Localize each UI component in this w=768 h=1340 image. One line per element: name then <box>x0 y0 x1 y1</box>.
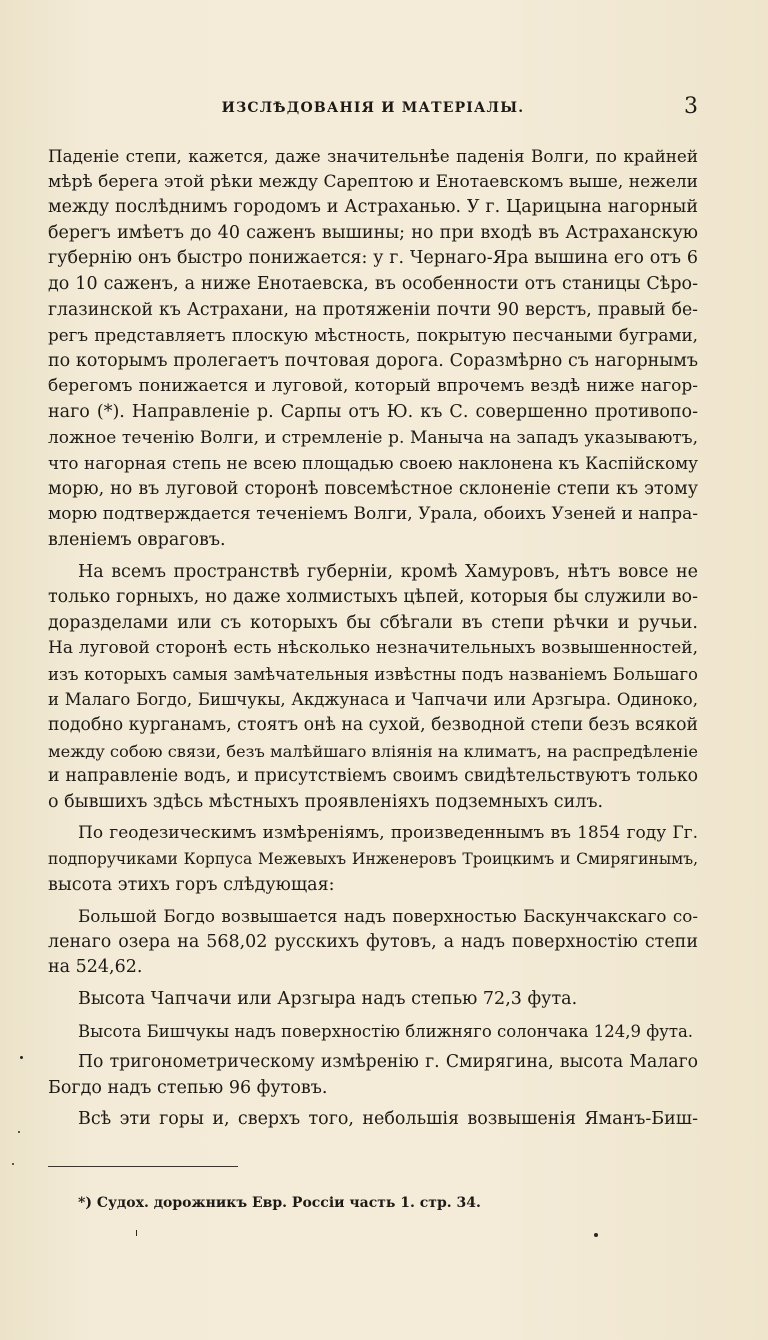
text-line: берегъ имѣетъ до 40 саженъ вышины; но при входѣ въ Астраханскую <box>48 222 698 243</box>
print-speck <box>20 1056 23 1059</box>
print-speck <box>594 1233 598 1237</box>
text-line: берегомъ понижается и луговой, который впрочемъ вездѣ ниже нагор- <box>48 376 698 397</box>
text-line: ложное теченію Волги, и стремленіе р. Маныча на западъ указываютъ, <box>48 427 698 448</box>
text-line: мѣрѣ берега этой рѣки между Сарептою и Енотаевскомъ выше, нежели <box>48 171 698 192</box>
text-line: Высота Чапчачи или Арзгыра надъ степью 72,3 фута. <box>78 989 578 1009</box>
text-line: доразделами или съ которыхъ бы сбѣгали въ степи рѣчки и ручьи. <box>48 612 698 633</box>
text-line: Богдо надъ степью 96 футовъ. <box>48 1077 328 1098</box>
running-head <box>48 96 698 126</box>
text-line: На всемъ пространствѣ губерніи, кромѣ Хамуровъ, нѣтъ вовсе не <box>78 561 698 582</box>
print-speck <box>136 1230 137 1236</box>
print-speck <box>18 1131 20 1133</box>
text-line: морю, но въ луговой сторонѣ повсемѣстное склоненіе степи къ этому <box>48 478 698 499</box>
text-line: Всѣ эти горы и, сверхъ того, небольшія возвышенія Яманъ-Биш- <box>78 1109 698 1130</box>
text-line: вленіемъ овраговъ. <box>48 529 226 550</box>
text-line: морю подтверждается теченіемъ Волги, Урала, обоихъ Узеней и напра- <box>48 504 698 525</box>
text-line: между послѣднимъ городомъ и Астраханью. У г. Царицына нагорный <box>48 197 698 218</box>
running-title: ИЗСЛѢДОВАНІЯ И МАТЕРІАЛЫ. <box>221 100 525 116</box>
text-line: до 10 саженъ, а ниже Енотаевска, въ особенности отъ станицы Сѣро- <box>48 273 698 294</box>
text-line: ленаго озера на 568,02 русскихъ футовъ, а надъ поверхностію степи <box>48 931 698 952</box>
footnote-rule <box>48 1166 238 1167</box>
text-line: наго (*). Направленіе р. Сарпы отъ Ю. къ С. совершенно противопо- <box>48 401 698 422</box>
text-line: и направленіе водъ, и присутствіемъ своимъ свидѣтельствуютъ только <box>48 766 698 787</box>
text-line: подпоручиками Корпуса Межевыхъ Инженеровъ Троицкимъ и Смирягинымъ, <box>48 850 698 869</box>
text-line: По тригонометрическому измѣренію г. Смирягина, высота Малаго <box>78 1052 698 1073</box>
text-line: Большой Богдо возвышается надъ поверхностью Баскунчакскаго со- <box>78 906 698 927</box>
text-line: и Малаго Богдо, Бишчукы, Акджунаса и Чапчачи или Арзгыра. Одиноко, <box>48 690 698 710</box>
text-line: На луговой сторонѣ есть нѣсколько незначительныхъ возвышенностей, <box>48 638 698 659</box>
text-line: губернію онъ быстро понижается: у г. Чернаго-Яра вышина его отъ 6 <box>48 248 698 269</box>
text-line: высота этихъ горъ слѣдующая: <box>48 874 335 895</box>
text-line: подобно курганамъ, стоятъ онѣ на сухой, безводной степи безъ всякой <box>48 715 698 736</box>
text-line: что нагорная степь не всею площадью своею наклонена къ Каспійскому <box>48 453 698 474</box>
print-speck <box>12 1163 14 1165</box>
text-line: регъ представляетъ плоскую мѣстность, покрытую песчаными буграми, <box>48 325 698 346</box>
text-line: По геодезическимъ измѣреніямъ, произведеннымъ въ 1854 году Гг. <box>78 823 698 844</box>
text-line: только горныхъ, но даже холмистыхъ цѣпей, которыя бы служили во- <box>48 587 698 608</box>
text-line: глазинской къ Астрахани, на протяженіи почти 90 верстъ, правый бе- <box>48 299 698 320</box>
page-number: 3 <box>684 94 698 119</box>
footnote: *) Судох. дорожникъ Евр. Россіи часть 1. стр. 34. <box>78 1195 481 1211</box>
text-line: Паденіе степи, кажется, даже значительнѣе паденія Волги, по крайней <box>48 146 698 166</box>
text-line: о бывшихъ здѣсь мѣстныхъ проявленіяхъ подземныхъ силъ. <box>48 791 604 812</box>
body-text <box>48 144 698 1133</box>
text-line: изъ которыхъ самыя замѣчательныя извѣстны подъ названіемъ Большаго <box>48 664 698 684</box>
text-line: на 524,62. <box>48 957 143 978</box>
text-line: Высота Бишчукы надъ поверхностію ближняго солончака 124,9 фута. <box>78 1021 694 1041</box>
text-line: по которымъ пролегаетъ почтовая дорога. Соразмѣрно съ нагорнымъ <box>48 350 698 371</box>
text-line: между собою связи, безъ малѣйшаго вліянія на климатъ, на распредѣленіе <box>48 741 698 761</box>
